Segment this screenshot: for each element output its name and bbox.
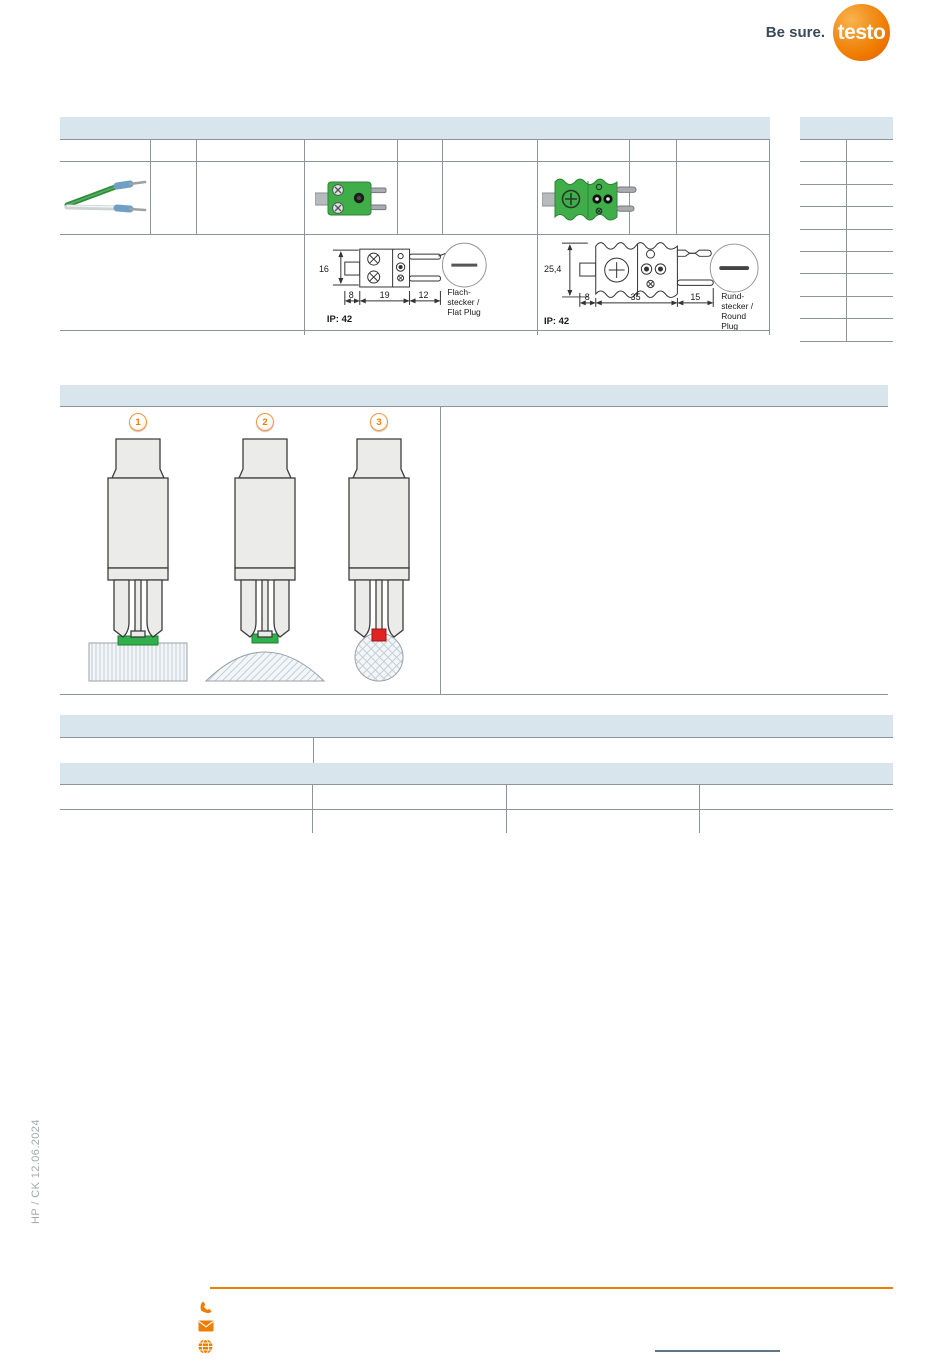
table-cell [197,162,305,234]
testo-logo [833,4,890,61]
table-cell [60,140,151,161]
table-cell [197,140,305,161]
table-row [60,810,893,833]
table-cell [847,185,893,206]
product-table-title-bar [60,117,770,140]
figure-number-badge: 1 [129,413,147,431]
svg-text:Flach-: Flach- [447,286,471,297]
table-cell [443,162,538,234]
table-cell [847,297,893,318]
table-cell [151,162,197,234]
probe-on-sphere [316,431,442,683]
table-cell [677,162,770,234]
table-cell [313,785,507,809]
table-cell [847,162,893,183]
round-plug-drawing [538,235,769,330]
figure-number-badge: 2 [256,413,274,431]
order-table-title-bar [800,117,893,140]
table-row [800,185,893,207]
svg-text:Round: Round [721,310,747,321]
table-cell [398,162,443,234]
dim-label: 8 [584,291,590,302]
brand-claim: Be sure. [765,24,825,41]
table-cell [630,162,677,234]
table-cell [847,140,893,161]
flat-plug-image [315,178,387,220]
table-cell [800,140,847,161]
table-cell [677,140,770,161]
dim-label: 15 [690,291,701,302]
info-table-2-title-bar [60,763,893,785]
table-cell [700,810,893,833]
info-table-1 [60,715,893,763]
table-cell [151,140,197,161]
table-cell [800,230,847,251]
dim-label: 12 [418,289,429,300]
info-table-2 [60,763,893,833]
table-cell [847,274,893,295]
table-cell [305,235,538,335]
table-cell [305,140,398,161]
underline-rule [655,1350,780,1352]
table-row [800,207,893,229]
table-cell [847,252,893,273]
mail-icon [198,1320,214,1332]
revision-note: HP / CK 12.06.2024 [30,1119,42,1224]
table-cell [800,297,847,318]
table-cell [800,274,847,295]
phone-icon [198,1298,214,1313]
svg-text:Rund-: Rund- [721,290,745,301]
application-section-box [60,407,888,695]
order-table [800,117,893,342]
table-row [800,297,893,319]
application-figure-1 [75,413,201,688]
dim-label: 19 [379,289,390,300]
dim-label: 16 [318,264,329,275]
round-plug-image [542,175,637,223]
thermocouple-wire-image [63,177,149,221]
table-cell [847,230,893,251]
brand-name: testo [837,20,886,44]
dim-label: 35 [630,291,641,302]
table-cell [507,810,700,833]
globe-icon [198,1339,213,1354]
table-cell [800,185,847,206]
table-row [800,230,893,252]
table-cell [443,140,538,161]
table-row [800,319,893,341]
table-cell [60,162,151,234]
table-cell [800,207,847,228]
probe-on-curved-surface [202,431,328,683]
table-row [800,140,893,162]
table-cell [60,810,313,833]
ip-rating: IP: 42 [326,313,353,325]
svg-text:Plug: Plug [721,320,739,330]
table-cell [507,785,700,809]
table-cell [60,785,313,809]
figure-number-badge: 3 [370,413,388,431]
table-cell [398,140,443,161]
svg-text:Flat Plug: Flat Plug [447,306,481,317]
dim-label: 25,4 [543,264,562,275]
table-cell [700,785,893,809]
table-cell [800,319,847,340]
table-cell [630,140,677,161]
application-figure-3 [316,413,442,688]
column-divider [313,738,314,763]
svg-text:stecker /: stecker / [721,300,754,311]
plug-caption [447,287,481,317]
dim-label: 8 [348,289,354,300]
table-cell [847,207,893,228]
table-row [800,162,893,184]
table-row [60,162,770,235]
application-section-title-bar [60,385,888,407]
table-cell [847,319,893,340]
table-row [60,235,770,331]
footer-divider [210,1287,893,1289]
table-cell [538,140,630,161]
info-table-1-title-bar [60,715,893,738]
ip-rating: IP: 42 [543,315,570,327]
table-row [800,252,893,274]
table-row [800,274,893,296]
table-cell [800,162,847,183]
product-table [60,117,770,331]
application-figure-2 [202,413,328,688]
table-cell [538,162,630,234]
table-cell [313,810,507,833]
table-cell [305,162,398,234]
table-row [60,738,893,763]
table-cell [800,252,847,273]
table-row [60,785,893,810]
probe-on-flat-surface [75,431,201,683]
flat-plug-drawing [305,235,537,330]
table-cell [60,235,305,335]
table-cell [538,235,770,335]
plug-caption [721,291,754,330]
table-row [60,140,770,162]
svg-text:stecker /: stecker / [447,296,480,307]
